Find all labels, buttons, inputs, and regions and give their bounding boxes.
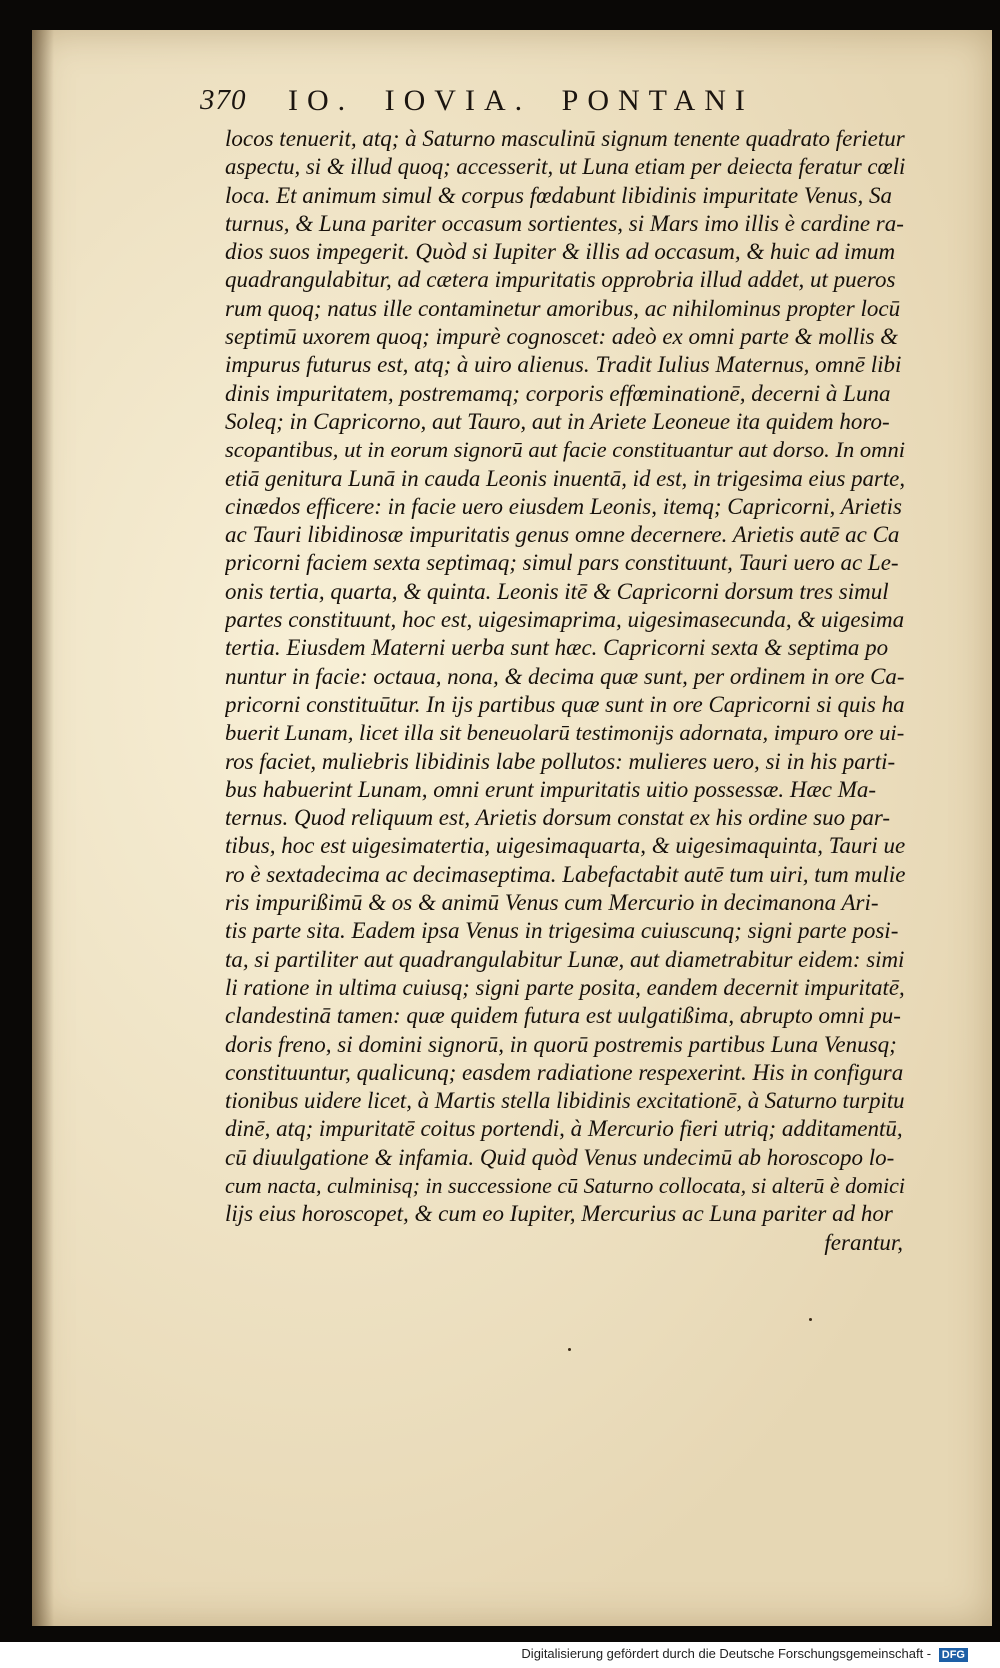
text-line: loca. Et animum simul & corpus fœdabunt libidinis impuritate Venus, Sa [225,182,892,208]
text-line: tionibus uidere licet, à Martis stella libidinis excitationē, à Saturno turpitu [225,1088,905,1114]
text-line: dinē, atq; impuritatē coitus portendi, à Mercurio fieri utriq; additamentū, [225,1116,903,1142]
running-title: IO. IOVIA. PONTANI [288,84,754,117]
text-line: nuntur in facie: octaua, nona, & decima quæ sunt, per ordinem in ore Ca- [225,663,905,689]
footer-bar [0,1642,1000,1668]
page-gutter-shadow [32,30,54,1626]
text-line: Soleq; in Capricorno, aut Tauro, aut in Ariete Leoneue ita quidem horo- [225,408,890,434]
text-line: cū diuulgatione & infamia. Quid quòd Venus undecimū ab horoscopo lo- [225,1144,895,1170]
text-line: li ratione in ultima cuiusq; signi parte posita, eandem decernit impuritatē, [225,974,905,1000]
text-line: aspectu, si & illud quoq; accesserit, ut Luna etiam per deiecta feratur cœli [225,154,905,180]
text-line: pricorni constituūtur. In ijs partibus quæ sunt in ore Capricorni si quis ha [225,691,905,717]
running-head [200,84,920,128]
text-line: buerit Lunam, licet illa sit beneuolarū testimonijs adornata, impuro ore ui- [225,720,905,746]
text-line: dios suos impegerit. Quòd si Iupiter & illis ad occasum, & huic ad imum [225,239,896,265]
catchword: ferantur, [824,1229,903,1255]
text-line: tis parte sita. Eadem ipsa Venus in trigesima cuiuscunq; signi parte posi- [225,918,899,944]
text-line: rum quoq; natus ille contaminetur amoribus, ac nihilominus propter locū [225,295,901,321]
page-number: 370 [200,84,247,116]
text-line: bus habuerint Lunam, omni erunt impuritatis uitio possessæ. Hæc Ma- [225,776,877,802]
text-line: doris freno, si domini signorū, in quorū postremis partibus Luna Venusq; [225,1031,897,1057]
text-line: impurus futurus est, atq; à uiro alienus. Tradit Iulius Maternus, omnē libi [225,352,902,378]
text-line: quadrangulabitur, ad cætera impuritatis opprobria illud addet, ut pueros [225,267,896,293]
footer-credit-text: Digitalisierung gefördert durch die Deutsche Forschungsgemeinschaft - [521,1646,932,1661]
text-line: etiā genitura Lunā in cauda Leonis inuentā, id est, in trigesima eius parte, [225,465,905,491]
text-line: tertia. Eiusdem Materni uerba sunt hæc. Capricorni sexta & septima po [225,635,889,661]
text-line: locos tenuerit, atq; à Saturno masculinū signum tenente quadrato ferietur [225,126,905,151]
text-line: dinis impuritatem, postremamq; corporis effœminationē, decerni à Luna [225,380,891,406]
paper-speck [809,1318,812,1321]
text-line: cinædos efficere: in facie uero eiusdem Leonis, itemq; Capricorni, Arietis [225,493,902,519]
text-line: ac Tauri libidinosæ impuritatis genus omne decernere. Arietis autē ac Ca [225,522,900,548]
text-line: septimū uxorem quoq; impurè cognoscet: adeò ex omni parte & mollis & [225,324,899,350]
text-line: pricorni faciem sexta septimaq; simul pars constituunt, Tauri uero ac Le- [225,550,899,576]
text-line: ro è sextadecima ac decimaseptima. Labefactabit autē tum uiri, tum mulie [225,861,905,887]
text-line: ta, si partiliter aut quadrangulabitur Lunæ, aut diametrabitur eidem: simi [225,946,905,972]
dfg-logo: DFG [939,1648,968,1662]
text-line: cum nacta, culminisq; in successione cū Saturno collocata, si alterū è domici [225,1172,905,1198]
footer-credit [521,1646,968,1662]
text-line: ris impurißimū & os & animū Venus cum Mercurio in decimanona Ari- [225,890,879,916]
body-text [225,125,905,1257]
text-line: partes constituunt, hoc est, uigesimaprima, uigesimasecunda, & uigesima [225,607,905,633]
text-line: lijs eius horoscopet, & cum eo Iupiter, Mercurius ac Luna pariter ad hor [225,1201,893,1227]
text-line: ros faciet, muliebris libidinis labe pollutos: mulieres uero, si in his parti- [225,748,896,774]
paper-speck [568,1348,571,1351]
text-line: ternus. Quod reliquum est, Arietis dorsum constat ex his ordine suo par- [225,805,891,831]
text-line: onis tertia, quarta, & quinta. Leonis itē & Capricorni dorsum tres simul [225,578,889,604]
text-line: constituuntur, qualicunq; easdem radiatione respexerint. His in configura [225,1059,904,1085]
text-line: tibus, hoc est uigesimatertia, uigesimaquarta, & uigesimaquinta, Tauri ue [225,833,905,859]
text-line: clandestinā tamen: quæ quidem futura est uulgatißima, abrupto omni pu- [225,1003,901,1029]
text-line: scopantibus, ut in eorum signorū aut facie constituantur aut dorso. In omni [225,437,905,463]
text-line: turnus, & Luna pariter occasum sortientes, si Mars imo illis è cardine ra- [225,210,904,236]
